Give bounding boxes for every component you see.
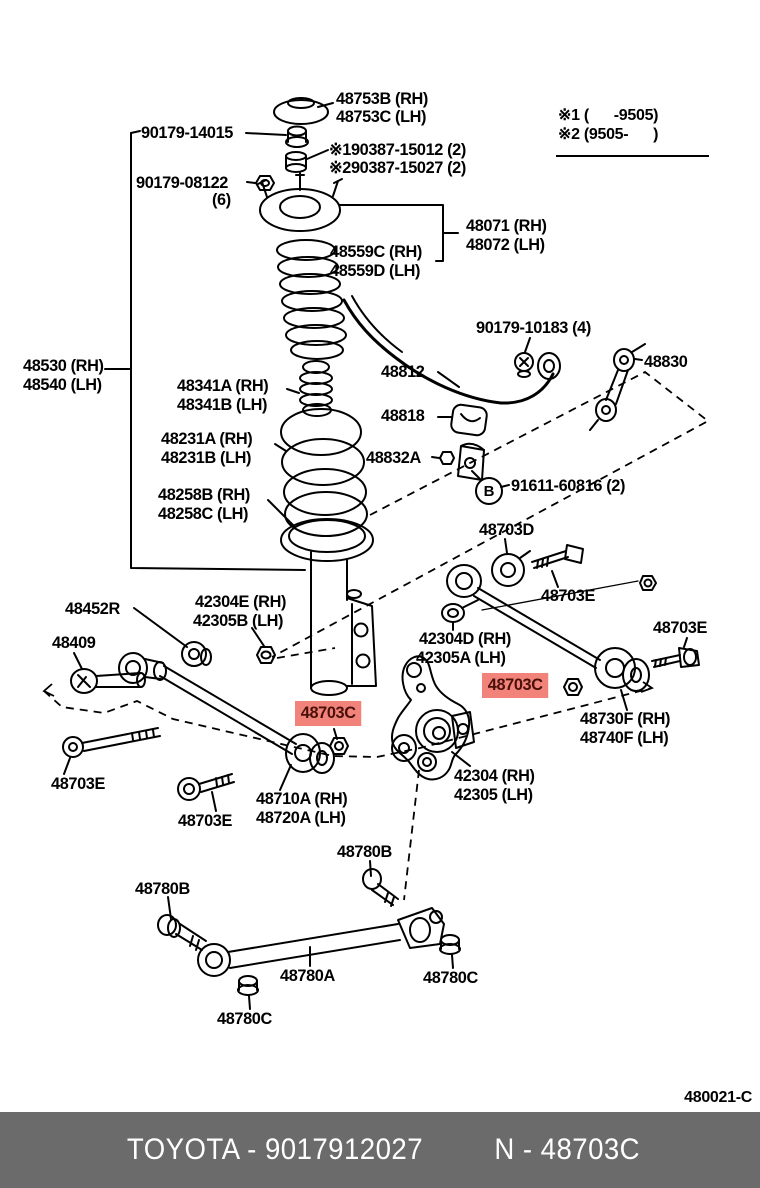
part-label-91611-60816-2: 91611-60816 (2) (511, 476, 626, 495)
part-label-48258C-LH: 48258C (LH) (158, 504, 249, 523)
part-label-48780A: 48780A (280, 966, 335, 985)
callout-b: B (475, 477, 503, 505)
part-label-48341B-LH: 48341B (LH) (177, 395, 268, 414)
part-label-6: (6) (212, 190, 231, 209)
part-label-48753B-RH: 48753B (RH) (336, 89, 428, 108)
part-label-48753C-LH: 48753C (LH) (336, 107, 427, 126)
part-label-48341A-RH: 48341A (RH) (177, 376, 269, 395)
part-label-48703C: 48703C (295, 701, 361, 726)
part-label-42304E-RH: 42304E (RH) (195, 592, 287, 611)
part-label-48703D: 48703D (479, 520, 534, 539)
part-label-42304D-RH: 42304D (RH) (419, 629, 511, 648)
part-label-48258B-RH: 48258B (RH) (158, 485, 250, 504)
part-label-48559D-LH: 48559D (LH) (330, 261, 421, 280)
part-label-48703C: 48703C (482, 673, 548, 698)
part-label-48452R: 48452R (65, 599, 120, 618)
part-label-48703E: 48703E (541, 586, 595, 605)
production-period-note (558, 106, 658, 144)
part-label-48409: 48409 (52, 633, 96, 652)
part-label-42305B-LH: 42305B (LH) (193, 611, 284, 630)
part-label-48812: 48812 (381, 362, 425, 381)
part-label-90179-08122: 90179-08122 (136, 173, 228, 192)
part-label-48710A-RH: 48710A (RH) (256, 789, 348, 808)
part-label-190387-15012-2: ※190387-15012 (2) (329, 140, 466, 159)
part-label-42305-LH: 42305 (LH) (454, 785, 533, 804)
part-label-48780C: 48780C (423, 968, 478, 987)
footer-part-ref: N - 48703C (494, 1133, 640, 1166)
part-label-48740F-LH: 48740F (LH) (580, 728, 669, 747)
part-label-48231A-RH: 48231A (RH) (161, 429, 253, 448)
part-label-48072-LH: 48072 (LH) (466, 235, 545, 254)
part-label-42305A-LH: 42305A (LH) (416, 648, 506, 667)
note-underline (556, 155, 709, 157)
part-label-48830: 48830 (644, 352, 688, 371)
footer-catalog-number: TOYOTA - 9017912027 (126, 1133, 423, 1166)
part-label-48730F-RH: 48730F (RH) (580, 709, 671, 728)
part-label-48559C-RH: 48559C (RH) (330, 242, 422, 261)
part-label-48703E: 48703E (178, 811, 232, 830)
part-label-48832A: 48832A (366, 448, 421, 467)
part-label-48720A-LH: 48720A (LH) (256, 808, 346, 827)
part-label-290387-15027-2: ※290387-15027 (2) (329, 158, 466, 177)
part-label-48703E: 48703E (653, 618, 707, 637)
part-label-90179-14015: 90179-14015 (141, 123, 233, 142)
part-label-90179-10183-4: 90179-10183 (4) (476, 318, 591, 337)
note-line-1: ※1 ( -9505) (558, 107, 659, 124)
part-label-48780C: 48780C (217, 1009, 272, 1028)
part-label-48231B-LH: 48231B (LH) (161, 448, 252, 467)
note-line-2: ※2 (9505- ) (558, 126, 659, 143)
part-label-48071-RH: 48071 (RH) (466, 216, 547, 235)
part-label-48780B: 48780B (337, 842, 392, 861)
part-label-48530-RH: 48530 (RH) (23, 356, 104, 375)
part-label-48780B: 48780B (135, 879, 190, 898)
part-label-48540-LH: 48540 (LH) (23, 375, 102, 394)
footer-bar (0, 1112, 760, 1188)
part-label-42304-RH: 42304 (RH) (454, 766, 535, 785)
figure-code: 480021-C (684, 1089, 752, 1106)
part-label-48703E: 48703E (51, 774, 105, 793)
part-label-48818: 48818 (381, 406, 425, 425)
